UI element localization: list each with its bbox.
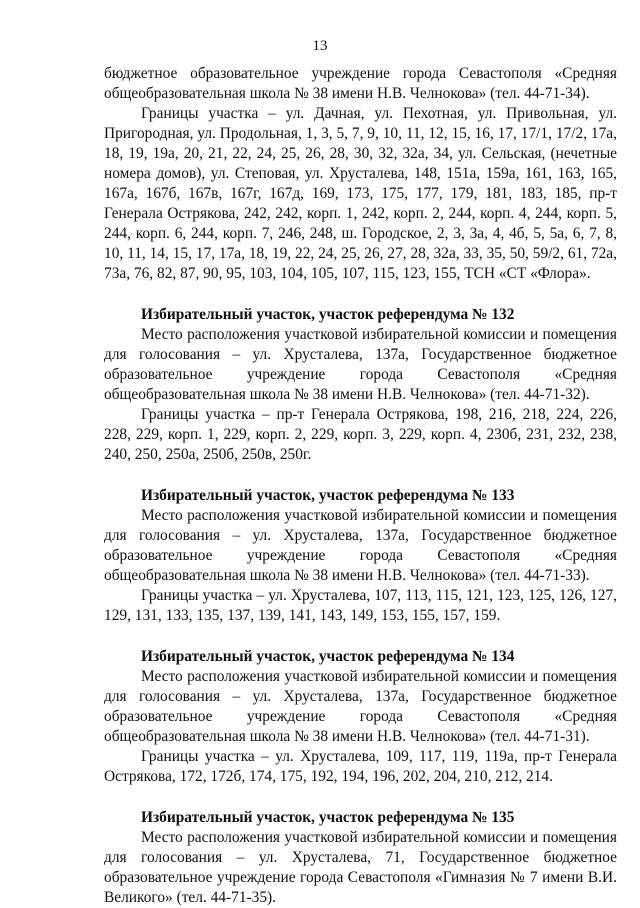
location-paragraph: Место расположения участковой избирательной комиссии и помещения для голосования – ул. Хрусталева, 137а, Государственное бюджетное образовательное учреждение города Севастополя «Средняя общеобразовательная школа № 38 имени Н.В. Челнокова» (тел. 44-71-33). bbox=[104, 507, 617, 584]
document-body bbox=[104, 64, 617, 908]
section-heading: Избирательный участок, участок референдума № 132 bbox=[141, 306, 515, 323]
section-heading: Избирательный участок, участок референдума № 133 bbox=[141, 487, 515, 504]
boundaries-paragraph: Границы участка – ул. Дачная, ул. Пехотная, ул. Привольная, ул. Пригородная, ул. Продольная, 1, 3, 5, 7, 9, 10, 11, 12, 15, 16, 17, 17/1, 17/2, 17а, 18, 19, 19а, 20, 21, 22, 24, 25, 26, 28, 30, 32, 32а, 34, ул. Сельская, (нечетные номера домов), ул. Степовая, ул. Хрусталева, 148, 151а, 159а, 161, 163, 165, 167а, 167б, 167в, 167г, 167д, 169, 173, 175, 177, 179, 181, 183, 185, пр-т Генерала Острякова, 242, 242, корп. 1, 242, корп. 2, 244, корп. 4, 244, корп. 5, 244, корп. 6, 244, корп. 7, 246, 248, ш. Городское, 2, 3, 3а, 4, 4б, 5, 5а, 6, 7, 8, 10, 11, 14, 15, 17, 17а, 18, 19, 22, 24, 25, 26, 27, 28, 32а, 33, 35, 50, 59/2, 61, 72а, 73а, 76, 82, 87, 90, 95, 103, 104, 105, 107, 115, 123, 155, ТСН «СТ «Флора». bbox=[104, 105, 617, 282]
location-paragraph: бюджетное образовательное учреждение города Севастополя «Средняя общеобразовательная школа № 38 имени Н.В. Челнокова» (тел. 44-71-34). bbox=[104, 65, 617, 102]
section-heading: Избирательный участок, участок референдума № 135 bbox=[141, 809, 515, 826]
section-heading: Избирательный участок, участок референдума № 134 bbox=[141, 648, 515, 665]
section-131-continuation bbox=[104, 64, 617, 284]
location-paragraph: Место расположения участковой избирательной комиссии и помещения для голосования – ул. Хрусталева, 137а, Государственное бюджетное образовательное учреждение города Севастополя «Средняя общеобразовательная школа № 38 имени Н.В. Челнокова» (тел. 44-71-32). bbox=[104, 326, 617, 403]
boundaries-paragraph: Границы участка – ул. Хрусталева, 109, 117, 119, 119а, пр-т Генерала Острякова, 172, 172б, 174, 175, 192, 194, 196, 202, 204, 210, 212, 214. bbox=[104, 748, 617, 785]
boundaries-paragraph: Границы участка – ул. Хрусталева, 107, 113, 115, 121, 123, 125, 126, 127, 129, 131, 133, 135, 137, 139, 141, 143, 149, 153, 155, 157, 159. bbox=[104, 587, 617, 624]
section-132 bbox=[104, 305, 617, 465]
section-134 bbox=[104, 647, 617, 787]
section-133 bbox=[104, 486, 617, 626]
section-135 bbox=[104, 808, 617, 908]
location-paragraph: Место расположения участковой избирательной комиссии и помещения для голосования – ул. Хрусталева, 71, Государственное бюджетное образовательное учреждение города Севастополя «Гимназия № 7 имени В.И. Великого» (тел. 44-71-35). bbox=[104, 829, 617, 906]
location-paragraph: Место расположения участковой избирательной комиссии и помещения для голосования – ул. Хрусталева, 137а, Государственное бюджетное образовательное учреждение города Севастополя «Средняя общеобразовательная школа № 38 имени Н.В. Челнокова» (тел. 44-71-31). bbox=[104, 668, 617, 745]
page-number: 13 bbox=[312, 38, 328, 54]
boundaries-paragraph: Границы участка – пр-т Генерала Острякова, 198, 216, 218, 224, 226, 228, 229, корп. 1, 229, корп. 2, 229, корп. 3, 229, корп. 4, 230б, 231, 232, 238, 240, 250, 250а, 250б, 250в, 250г. bbox=[104, 406, 617, 463]
